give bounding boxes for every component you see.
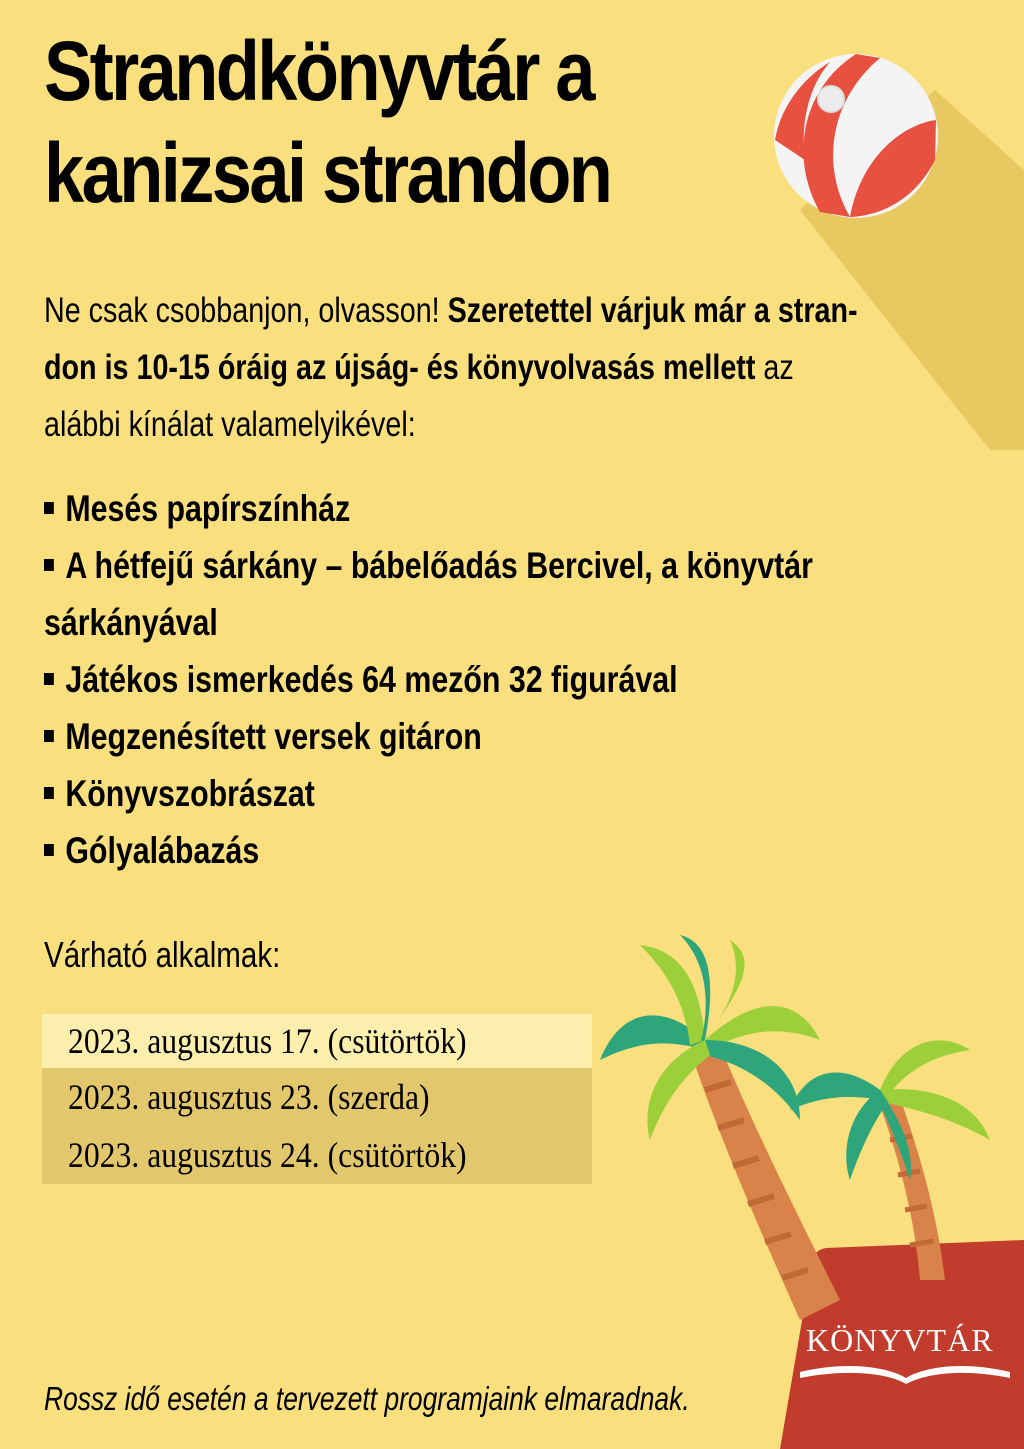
page-title bbox=[44, 20, 680, 224]
list-item-label: Gólyalábazás bbox=[65, 830, 260, 871]
date-row bbox=[42, 1126, 592, 1184]
intro-paragraph bbox=[44, 282, 930, 453]
palm-tree-icon bbox=[600, 935, 990, 1320]
dates-table bbox=[42, 1014, 592, 1184]
bullet-icon bbox=[44, 844, 54, 856]
list-item bbox=[44, 822, 930, 879]
date-row bbox=[42, 1014, 592, 1068]
intro-line-3: alábbi kínálat valamelyikével: bbox=[44, 405, 416, 444]
list-item bbox=[44, 765, 930, 822]
date-text: 2023. augusztus 23. (szerda) bbox=[68, 1077, 430, 1117]
list-item-label: Könyvszobrászat bbox=[65, 773, 315, 814]
intro-line-2 bbox=[44, 339, 930, 396]
dates-label: Várható alkalmak: bbox=[44, 934, 281, 975]
intro-line-1 bbox=[44, 282, 930, 339]
list-item-label: Játékos ismerkedés 64 mezőn 32 figurával bbox=[65, 659, 678, 700]
date-text: 2023. augusztus 24. (csütörtök) bbox=[68, 1135, 467, 1175]
bullet-icon bbox=[44, 730, 54, 742]
title-line-1: Strandkönyvtár a bbox=[44, 24, 593, 118]
date-row bbox=[42, 1068, 592, 1126]
list-item-label: Megzenésített versek gitáron bbox=[65, 716, 482, 757]
title-line-2: kanizsai strandon bbox=[44, 126, 611, 220]
bullet-icon bbox=[44, 673, 54, 685]
list-item-label: A hétfejű sárkány – bábelőadás Bercivel, a könyvtár bbox=[65, 545, 813, 586]
list-item bbox=[44, 651, 930, 708]
bullet-icon bbox=[44, 559, 54, 571]
list-item-continuation bbox=[44, 594, 930, 651]
bullet-icon bbox=[44, 502, 54, 514]
list-item bbox=[44, 480, 930, 537]
library-logo: KÖNYVTÁR bbox=[806, 1322, 994, 1358]
list-item bbox=[44, 537, 930, 594]
intro-bold-2: don is 10-15 óráig az újság- és könyvolvasás mellett bbox=[44, 348, 756, 387]
list-item-label: Mesés papírszínház bbox=[65, 488, 351, 529]
footer-note: Rossz idő esetén a tervezett programjaink elmaradnak. bbox=[44, 1380, 690, 1417]
date-text: 2023. augusztus 17. (csütörtök) bbox=[68, 1021, 467, 1061]
intro-plain-mid: az bbox=[755, 348, 794, 387]
list-item-label: sárkányával bbox=[44, 602, 218, 643]
offer-list bbox=[44, 480, 930, 879]
intro-bold-1: Szeretettel várjuk már a stran- bbox=[447, 291, 858, 330]
intro-plain-start: Ne csak csobbanjon, olvasson! bbox=[44, 291, 448, 330]
list-item bbox=[44, 708, 930, 765]
bullet-icon bbox=[44, 787, 54, 799]
beach-ball-icon bbox=[774, 54, 938, 218]
